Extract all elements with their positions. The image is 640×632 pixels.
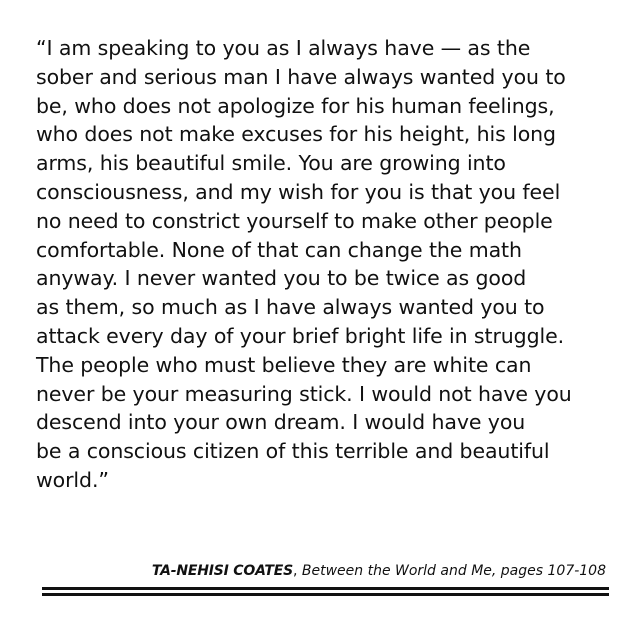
quote-line: descend into your own dream. I would have you — [36, 410, 526, 435]
quote-line: comfortable. None of that can change the math — [36, 237, 522, 262]
quote-line: be a conscious citizen of this terrible and beautiful — [36, 439, 550, 464]
quote-line: consciousness, and my wish for you is that you feel — [36, 179, 561, 204]
quote-line: sober and serious man I have always wanted you to — [36, 64, 566, 89]
attribution — [152, 563, 606, 579]
quote-text — [36, 34, 611, 495]
divider-rule-bottom — [42, 593, 609, 596]
quote-line: arms, his beautiful smile. You are growing into — [36, 151, 506, 176]
attribution-separator: , — [292, 563, 302, 579]
divider-rule-top — [42, 587, 609, 590]
author-name: TA-NEHISI COATES — [151, 563, 293, 579]
quote-line: attack every day of your brief bright life in struggle. — [36, 323, 565, 348]
quote-line: as them, so much as I have always wanted you to — [36, 295, 545, 320]
book-title: Between the World and Me — [301, 563, 492, 579]
quote-line: no need to constrict yourself to make other people — [36, 208, 553, 233]
quote-line: be, who does not apologize for his human feelings, — [36, 93, 555, 118]
quote-line: world.” — [36, 467, 109, 492]
quote-line: anyway. I never wanted you to be twice as good — [36, 266, 527, 291]
quote-line: who does not make excuses for his height, his long — [36, 122, 556, 147]
quote-line: “I am speaking to you as I always have — as the — [36, 36, 531, 60]
quote-line: never be your measuring stick. I would not have you — [36, 381, 572, 406]
quote-line: The people who must believe they are white can — [36, 352, 532, 377]
page-reference: , pages 107-108 — [491, 563, 606, 579]
